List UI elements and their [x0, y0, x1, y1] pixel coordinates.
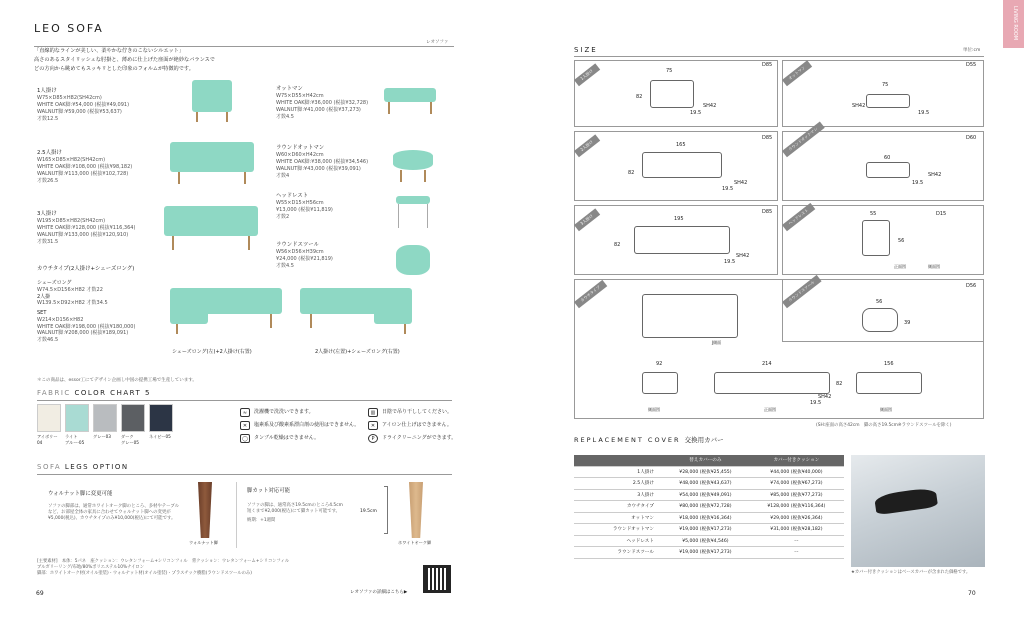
spec-size: W56×D56×H39cm	[276, 249, 324, 256]
replace-title-b: 交換用カバー	[684, 436, 724, 444]
size-rule	[574, 56, 984, 57]
dim: 75	[666, 68, 673, 74]
diagram-label: ヘッドレスト	[782, 203, 815, 231]
dim: 75	[882, 82, 889, 88]
table-header: カバー付きクッション	[749, 455, 844, 466]
leg-cut-dimension: 19.5cm	[360, 509, 377, 514]
dim: 82	[636, 94, 643, 100]
legs-divider	[236, 482, 237, 548]
sofa-three-seat-image	[164, 206, 258, 252]
swatch-label: ネイビー05	[149, 434, 171, 439]
dim: 92	[656, 361, 663, 367]
qr-code[interactable]	[423, 565, 451, 593]
diagram-code: D85	[762, 62, 773, 68]
dim: 214	[762, 361, 772, 367]
size-note: (SH:座面の高さ42cm 脚の高さ19.5cm※ラウンドスツールを除く)	[816, 423, 952, 428]
dim: 19.5	[810, 400, 822, 406]
spec-price-1: WHITE OAK脚:¥38,000 (税抜¥34,546)	[276, 159, 369, 166]
couch-specs	[37, 280, 135, 344]
swatch-label: アイボリー 04	[37, 434, 58, 445]
table-row: 3人掛け ¥54,000 (税抜¥49,091) ¥85,000 (税抜¥77,273)	[574, 489, 844, 501]
spec-name: ヘッドレスト	[276, 193, 309, 199]
round-ottoman-drawing	[866, 162, 910, 178]
intro-line-1: 高さのあるスタイリッシュな肘掛と、薄めに仕上げた座面が絶妙なバランスで	[34, 57, 215, 63]
headrest-front-drawing	[862, 220, 890, 256]
diagram-label: 1人掛け	[574, 64, 600, 87]
table-row: 2.5人掛け ¥48,000 (税抜¥43,637) ¥74,000 (税抜¥67,273)	[574, 478, 844, 490]
spec-price-2: WALNUT脚:¥113,000 (税抜¥102,728)	[37, 170, 129, 177]
no-iron-icon: ✕	[368, 421, 378, 430]
dim: 156	[884, 361, 894, 367]
living-room-label: LIVING ROOM	[1012, 6, 1018, 41]
title-rule	[34, 46, 454, 47]
swatch-ivory[interactable]	[37, 404, 61, 432]
diagram-label: 2人掛け	[574, 135, 600, 158]
spec-name: 3人掛け	[37, 211, 57, 217]
dim: 56	[876, 299, 883, 305]
table-row: ヘッドレスト ¥5,000 (税抜¥4,546) ー	[574, 535, 844, 547]
swatch-gray[interactable]	[93, 404, 117, 432]
spec-name: ラウンドオットマン	[276, 145, 325, 151]
dim: 側面図	[648, 407, 660, 412]
round-ottoman-image	[393, 150, 433, 184]
care-text: アイロン仕上げはできません。	[382, 422, 452, 428]
fabric-count: 5	[144, 389, 151, 397]
size-title: SIZE	[574, 46, 598, 54]
spec-price-1: ¥24,000 (税抜¥21,819)	[276, 256, 333, 263]
dry-clean-icon: P	[368, 434, 378, 443]
spec-size: W60×D60×H42cm	[276, 152, 324, 159]
intro-line-2: どの方向から眺めてもスッキリとした印象のフォルムが特徴的です。	[34, 66, 194, 72]
swatch-dark-gray[interactable]	[121, 404, 145, 432]
care-text: 日陰で吊り干ししてください。	[382, 409, 453, 415]
dim: 55	[870, 211, 877, 217]
spec-size: W75×D85×H82(SH42cm)	[37, 95, 102, 102]
care-instructions	[240, 408, 460, 448]
spec-round-stool	[276, 242, 333, 270]
couch-left-image	[170, 288, 282, 338]
spec-price-1: ¥13,000 (税抜¥11,819)	[276, 207, 333, 214]
dimension-bracket	[384, 486, 388, 534]
no-bleach-icon: ✕	[240, 421, 250, 430]
spec-weight: 才数4.5	[276, 113, 294, 120]
spec-name: オットマン	[276, 86, 303, 92]
dim: 19.5	[724, 259, 736, 265]
dim: SH42	[818, 394, 832, 400]
couch-caption-left: シェーズロング(左)+2人掛け(右置)	[172, 349, 252, 355]
sofa-two-half-seat-image	[170, 142, 254, 186]
production-note: ＊この商品は、essor工にてデザイン企画し中国の提携工場で生産しています。	[37, 378, 197, 383]
care-text: 塩素系及び酸素系漂白剤の使用はできません。	[254, 422, 360, 428]
legs-title-a: SOFA	[37, 463, 62, 471]
dim: 82	[628, 170, 635, 176]
legs-title-b: LEGS OPTION	[64, 463, 129, 471]
diagram-couch	[574, 279, 984, 419]
ottoman-image	[384, 88, 436, 120]
walnut-title: ウォルナット脚に変更可能	[48, 491, 113, 497]
three-seat-drawing	[634, 226, 730, 254]
headrest-image	[396, 196, 430, 230]
spec-size: W165×D85×H82(SH42cm)	[37, 157, 106, 164]
spec-price-1: WHITE OAK脚:¥128,000 (税抜¥116,364)	[37, 225, 136, 232]
dim: 側面図	[928, 264, 940, 269]
dim: 正面図	[764, 407, 776, 412]
couch-front-drawing	[714, 372, 830, 394]
spec-weight: 才数12.5	[37, 115, 59, 122]
spec-price-2: WALNUT脚:¥43,000 (税抜¥39,091)	[276, 165, 361, 172]
swatch-navy[interactable]	[149, 404, 173, 432]
spec-price-1: WHITE OAK脚:¥54,000 (税抜¥49,091)	[37, 102, 130, 109]
dim: SH42	[734, 180, 748, 186]
dim: SH42	[928, 172, 942, 178]
diagram-label: ラウンドスツール	[782, 275, 822, 308]
table-row: ラウンドオットマン ¥19,000 (税抜¥17,273) ¥31,000 (税抜¥28,182)	[574, 524, 844, 536]
round-stool-drawing	[862, 308, 898, 332]
spec-weight: 才数31.5	[37, 238, 59, 245]
couch-title: カウチタイプ(2人掛け+シェーズロング)	[37, 266, 135, 272]
legs-heading	[37, 463, 129, 472]
couch-caption-right: 2人掛け(左置)+シェーズロング(右置)	[315, 349, 400, 355]
spec-three-seat	[37, 211, 135, 245]
diagram-code: D55	[966, 62, 977, 68]
care-text: ドライクリーニングができます。	[382, 435, 457, 441]
spec-round-ottoman	[276, 145, 368, 179]
two-seat-size: W139.5×D92×H82 才数34.5	[37, 300, 108, 307]
dim: 195	[674, 216, 684, 222]
dim: SH42	[852, 103, 866, 109]
swatch-light-blue[interactable]	[65, 404, 89, 432]
legs-rule	[37, 474, 452, 475]
ottoman-drawing	[866, 94, 910, 108]
spec-one-seat	[37, 88, 129, 122]
diagram-code: D60	[966, 135, 977, 141]
dim: 正面図	[894, 264, 906, 269]
table-header-row	[574, 455, 844, 466]
dim: 19.5	[690, 110, 702, 116]
care-text: 洗濯機で洗洗いできます。	[254, 409, 314, 415]
spec-price-1: WHITE OAK脚:¥108,000 (税抜¥98,182)	[37, 164, 133, 171]
white-oak-leg-image	[409, 482, 423, 538]
wash-icon: ≈	[240, 408, 250, 417]
round-stool-image	[396, 245, 430, 275]
table-row: カウチタイプ ¥80,000 (税抜¥72,728) ¥128,000 (税抜¥116,364)	[574, 501, 844, 513]
spec-weight: 才数4	[276, 172, 290, 179]
no-tumble-dry-icon: ◯	[240, 434, 250, 443]
page-title: LEO SOFA	[34, 22, 104, 35]
spec-size: W55×D15×H56cm	[276, 200, 324, 207]
couch-top-drawing	[642, 294, 738, 338]
walnut-leg-image	[198, 482, 212, 538]
walnut-caption: ウォルナット脚	[189, 540, 219, 545]
sofa-one-seat-image	[192, 80, 232, 124]
table-row: 1人掛け ¥28,000 (税抜¥25,455) ¥44,000 (税抜¥40,000)	[574, 466, 844, 478]
dim: J側面	[712, 340, 722, 345]
table-header	[574, 455, 662, 466]
material-notes: [主要素材] 本体：5パネ 座クッション：ウレタンフォーム+シリコンフィル 背クッション：ウレタンフォーム+シリコンフィル ブルガリーリング/布地/80%ポリエステル10%ナイロン 脚部：ホワイトオーク材(オイル塗装)・ウォルナット材(オイル塗装)・プラスチック樹脂(ラウンドスツールのみ)	[37, 559, 290, 576]
leg-cut-text: ソファの脚は、通常高さ19.5cmのところ4.5cm 短くまで¥2,000(税込)にて脚カット可能です。 納期：+1週間	[247, 503, 343, 523]
cushion-photo	[851, 455, 985, 567]
title-kana: レオソファ	[426, 40, 449, 45]
stool-divider-h	[782, 341, 984, 342]
dim: 19.5	[722, 186, 734, 192]
table-row: ラウンドスツール ¥19,000 (税抜¥17,273) ー	[574, 547, 844, 559]
spec-price-2: WALNUT脚:¥41,000 (税抜¥37,273)	[276, 106, 361, 113]
two-half-seat-drawing	[642, 152, 722, 178]
dim: D15	[936, 211, 947, 217]
spec-name: ラウンドスツール	[276, 242, 319, 248]
set-price-2: WALNUT脚:¥208,000 (税抜¥189,091)	[37, 330, 129, 337]
dim: SH42	[703, 103, 717, 109]
replacement-heading	[574, 436, 724, 445]
shade-dry-icon: ▥	[368, 408, 378, 417]
replace-title-a: REPLACEMENT COVER	[574, 436, 681, 444]
diagram-label: カウチタイプ	[574, 280, 607, 308]
couch-right-image	[300, 288, 412, 338]
unit-label: 単位:cm	[963, 48, 981, 53]
spec-weight: 才数26.5	[37, 177, 59, 184]
spec-two-half-seat	[37, 150, 132, 184]
couch-side-right-drawing	[856, 372, 922, 394]
dim: 60	[884, 155, 891, 161]
care-text: タンブル乾燥はできません。	[254, 435, 320, 441]
dim: SH42	[736, 253, 750, 259]
fabric-rule	[37, 400, 452, 401]
dim: 56	[898, 238, 905, 244]
swatch-label: グレー03	[93, 434, 111, 439]
fabric-title-b: COLOR CHART	[74, 389, 142, 397]
cushion-caption: ★カバー付きクッションはベースカバーが含まれた価格です。	[851, 570, 971, 575]
table-header: 替えカバーのみ	[662, 455, 749, 466]
spec-size: W75×D55×H42cm	[276, 93, 324, 100]
fabric-title-a: FABRIC	[37, 389, 71, 397]
living-room-tab[interactable]	[1003, 0, 1024, 48]
dim: 82	[614, 242, 621, 248]
spec-weight: 才数4.5	[276, 262, 294, 269]
chaise-name: シェーズロング	[37, 280, 72, 286]
spec-price-2: WALNUT脚:¥59,000 (税抜¥53,637)	[37, 108, 122, 115]
swatch-label: ダーク グレー05	[121, 434, 139, 445]
replacement-price-table	[574, 455, 844, 559]
dim: 19.5	[918, 110, 930, 116]
fabric-heading	[37, 389, 151, 398]
one-seat-drawing	[650, 80, 694, 108]
spec-headrest	[276, 193, 333, 221]
dim: 19.5	[912, 180, 924, 186]
tagline: 「直線的なラインが美しい、柔やかな佇きのこないシルエット」	[34, 48, 185, 54]
spec-name: 2.5人掛け	[37, 150, 62, 156]
spec-price-1: WHITE OAK脚:¥36,000 (税抜¥32,728)	[276, 100, 369, 107]
page-number-right: 70	[968, 590, 976, 597]
walnut-text: ソファの脚部は、通常ホワイトオーク脚のところ、多材やテーブル など、お部屋全体の家具に合わせてウォルナット脚への変更が ¥5,000(税込)、カウチタイプのみ¥10,000(税込)にて可能です。	[48, 504, 179, 521]
chaise-size: W74.5×D156×H82 才数22	[37, 286, 103, 293]
diagram-code: D56	[966, 283, 977, 289]
swatch-row	[37, 404, 187, 454]
dim: 82	[836, 381, 843, 387]
set-price-1: WHITE OAK脚:¥198,000 (税抜¥180,000)	[37, 323, 136, 330]
dim: 165	[676, 142, 686, 148]
stool-divider	[782, 279, 783, 341]
set-name: SET	[37, 310, 47, 316]
spec-ottoman	[276, 86, 368, 120]
diagram-code: D85	[762, 209, 773, 215]
set-weight: 才数46.5	[37, 337, 59, 343]
table-row: オットマン ¥18,000 (税抜¥16,364) ¥29,000 (税抜¥26,364)	[574, 512, 844, 524]
page-number-left: 69	[36, 590, 44, 597]
white-oak-caption: ホワイトオーク脚	[398, 540, 432, 545]
qr-link-text[interactable]: レオソファの詳細はこちら▶	[350, 590, 408, 595]
couch-side-drawing	[642, 372, 678, 394]
set-size: W214×D156×H82	[37, 316, 84, 323]
diagram-code: D85	[762, 135, 773, 141]
diagram-label: オットマン	[782, 60, 812, 86]
spec-price-2: WALNUT脚:¥133,000 (税抜¥120,910)	[37, 231, 129, 238]
dim: 側面図	[880, 407, 892, 412]
leg-cut-title: 脚カット対応可能	[247, 488, 291, 494]
diagram-label: ラウンドオットマン	[782, 122, 825, 158]
spec-name: 1人掛け	[37, 88, 57, 94]
dim: 39	[904, 320, 911, 326]
diagram-label: 3人掛け	[574, 209, 600, 232]
spec-weight: 才数2	[276, 213, 290, 220]
spec-size: W195×D85×H82(SH42cm)	[37, 218, 106, 225]
swatch-label: ライト ブルー-05	[65, 434, 85, 445]
two-seat-name: 2人掛	[37, 293, 51, 300]
